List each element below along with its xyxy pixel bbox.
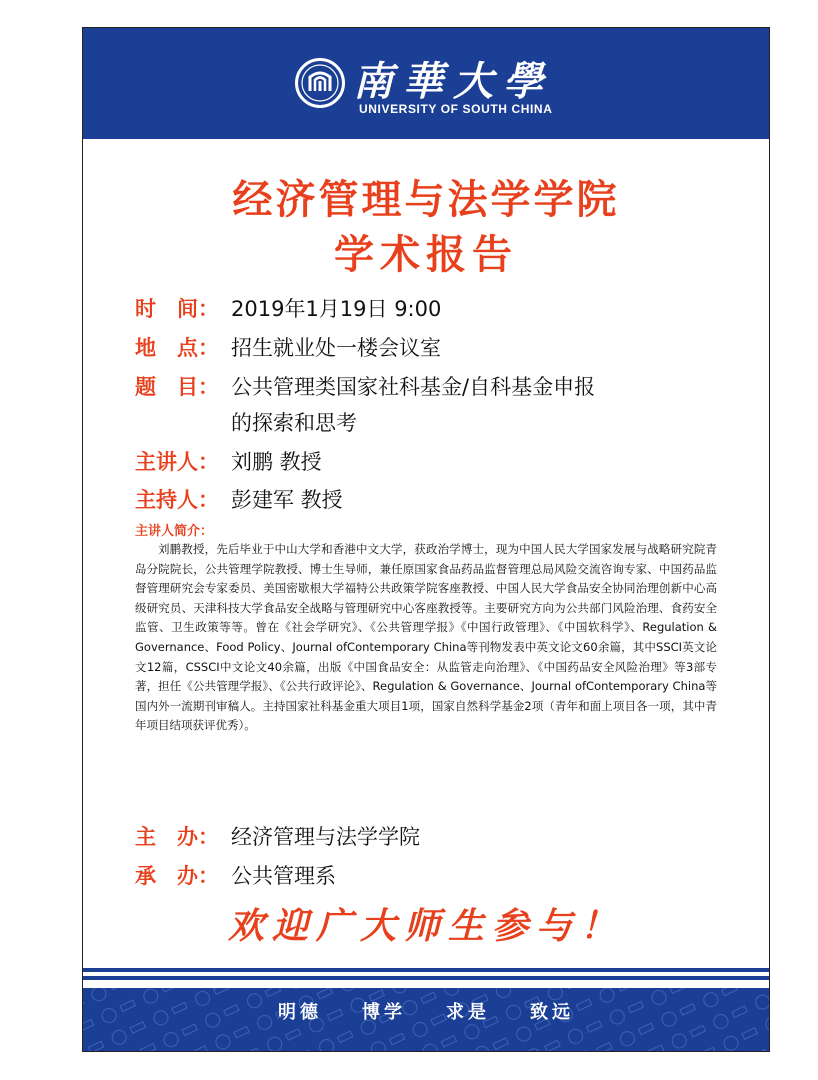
time-label: 时 间：	[135, 297, 219, 321]
co-organizer-row	[135, 860, 336, 890]
main-organizer-label: 主 办：	[135, 825, 219, 849]
subject-value: 公共管理类国家社科基金/自科基金申报	[231, 375, 596, 399]
footer-banner	[83, 988, 769, 1052]
subject-row	[135, 371, 595, 401]
host-value: 彭建军 教授	[231, 488, 343, 512]
speaker-intro-text: 刘鹏教授，先后毕业于中山大学和香港中文大学，获政治学博士，现为中国人民大学国家发展与战略研究院青岛分院院长，公共管理学院教授、博士生导师，兼任原国家食品药品监督管理总局风险交流咨询专家、中国药品监督管理研究会专家委员、美国密歇根大学福特公共政策学院客座教授、中国人民大学食品安全协同治理创新中心高级研究员、天津科技大学食品安全战略与管理研究中心客座教授等。主要研究方向为公共部门风险治理、食药安全监管、卫生政策等等。曾在《社会学研究》、《公共管理学报》《中国行政管理》、《中国软科学》、Regulation & Governance、Food Policy、Journal ofContemporary China等刊物发表中英文论文60余篇，其中SSCI英文论文12篇，CSSCI中文论文40余篇，出版《中国食品安全：从监管走向治理》、《中国药品安全风险治理》等3部专著，担任《公共管理学报》、《公共行政评论》、Regulation & Governance、Journal ofContemporary China等国内外一流期刊审稿人。主持国家社科基金重大项目1项，国家自然科学基金2项（青年和面上项目各一项，其中青年项目结项获评优秀）。	[135, 542, 717, 733]
speaker-value: 刘鹏 教授	[231, 450, 322, 474]
motto-word: 博学	[362, 1002, 406, 1023]
place-row	[135, 332, 441, 362]
host-label: 主持人：	[135, 488, 219, 512]
time-row	[135, 293, 441, 323]
co-organizer-value: 公共管理系	[231, 864, 336, 888]
main-organizer-value: 经济管理与法学学院	[231, 825, 420, 849]
place-value: 招生就业处一楼会议室	[231, 336, 441, 360]
co-organizer-label: 承 办：	[135, 864, 219, 888]
subject-value-line-2: 的探索和思考	[231, 411, 357, 435]
header-banner	[83, 28, 769, 139]
host-row	[135, 484, 343, 514]
speaker-label: 主讲人：	[135, 450, 219, 474]
time-value: 2019年1月19日 9:00	[231, 297, 442, 321]
subject-label: 题 目：	[135, 375, 219, 399]
university-seal-icon	[295, 58, 345, 108]
intro-title: 主讲人简介：	[135, 524, 214, 539]
place-label: 地 点：	[135, 336, 219, 360]
main-organizer-row	[135, 821, 420, 851]
speaker-row	[135, 446, 322, 476]
university-logo	[295, 54, 585, 120]
decorative-stripes	[83, 968, 769, 984]
university-motto	[83, 998, 769, 1024]
poster	[82, 27, 770, 1052]
title-line-2: 学术报告	[334, 232, 518, 278]
motto-word: 明德	[278, 1002, 322, 1023]
university-name-cn: 南華大學	[353, 58, 553, 105]
welcome-slogan: 欢迎广大师生参与！	[227, 905, 624, 947]
title-line-1: 经济管理与法学学院	[232, 177, 620, 223]
motto-word: 致远	[530, 1002, 574, 1023]
motto-word: 求是	[446, 1002, 490, 1023]
university-name-en: UNIVERSITY OF SOUTH CHINA	[359, 102, 553, 116]
